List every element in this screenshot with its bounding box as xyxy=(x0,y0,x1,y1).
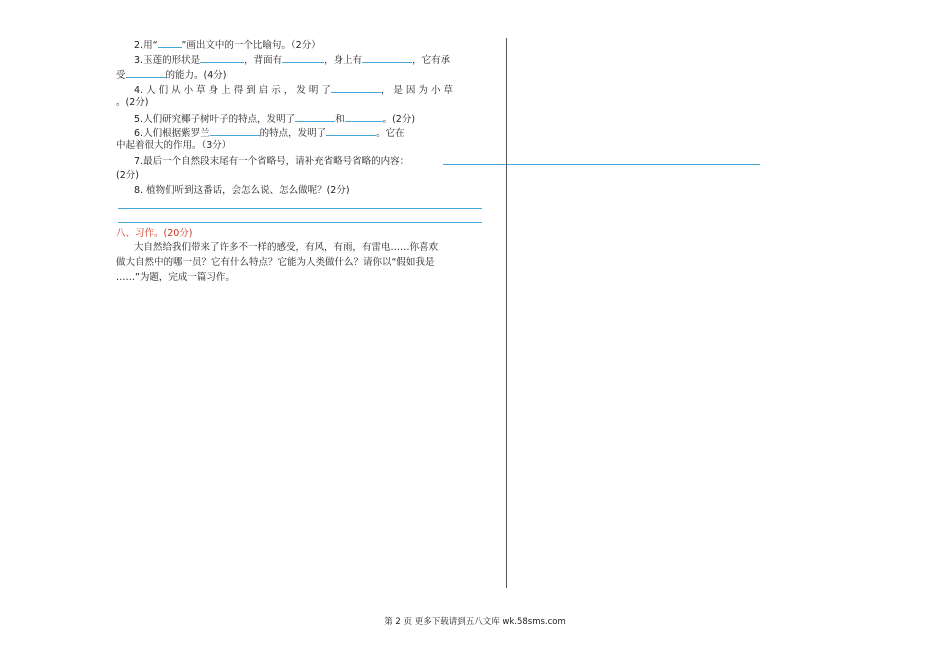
section-8-title: 八、习作。(20分) xyxy=(116,228,193,239)
q3-text-a: 3.玉莲的形状是 xyxy=(134,55,201,66)
q5-text-a: 5.人们研究椰子树叶子的特点，发明了 xyxy=(134,114,296,125)
page-footer: 第 2 页 更多下载请到五八文库 wk.58sms.com xyxy=(384,617,566,627)
q6-text-a: 6.人们根据紫罗兰 xyxy=(134,128,210,139)
question-6-cont xyxy=(116,139,231,152)
q4-text-c: 。(2分) xyxy=(116,97,149,108)
q6-text-d: 中起着很大的作用。（3分） xyxy=(116,140,232,151)
q4-text-b: ， 是 因 为 小 草 xyxy=(380,85,453,96)
q3-text-e: 受 xyxy=(116,70,126,81)
q2-text-a: 2.用“ xyxy=(134,40,158,51)
q5-blank-2[interactable] xyxy=(345,111,383,122)
question-8 xyxy=(134,184,350,197)
q2-text-b: ”画出文中的一个比喻句。（2分） xyxy=(181,40,321,51)
q5-blank-1[interactable] xyxy=(295,111,335,122)
section-8-paragraph-line-3: ……”为题，完成一篇习作。 xyxy=(116,272,235,283)
column-divider xyxy=(506,38,507,588)
section-8-paragraph-line-2: 做大自然中的哪一员？它有什么特点？它能为人类做什么？请你以“假如我是 xyxy=(116,257,435,268)
q3-blank-shape[interactable] xyxy=(200,52,244,63)
q3-text-b: ，背面有 xyxy=(244,55,283,66)
q2-blank[interactable] xyxy=(158,37,182,48)
q7-text-a: 7.最后一个自然段末尾有一个省略号，请补充省略号省略的内容： xyxy=(134,156,410,167)
q7-text-b: (2分) xyxy=(116,170,139,181)
question-2 xyxy=(134,37,321,52)
q3-blank-body[interactable] xyxy=(362,52,412,63)
q4-blank-invention[interactable] xyxy=(331,82,381,93)
q3-blank-back[interactable] xyxy=(282,52,324,63)
q8-text-a: 8. 植物们听到这番话，会怎么说、怎么做呢？(2分) xyxy=(134,185,350,196)
question-3-cont xyxy=(116,67,226,82)
q6-text-b: 的特点，发明了 xyxy=(259,128,327,139)
question-5 xyxy=(134,111,415,126)
question-4-cont xyxy=(116,96,148,109)
q3-blank-ability[interactable] xyxy=(126,67,166,78)
q8-answer-line-1[interactable] xyxy=(118,208,482,209)
question-3 xyxy=(134,52,450,67)
q5-text-b: 和 xyxy=(335,114,345,125)
q5-text-c: 。(2分) xyxy=(382,114,416,125)
section-8-paragraph-line-1: 大自然给我们带来了许多不一样的感受，有风，有雨，有雷电……你喜欢 xyxy=(134,242,439,253)
q6-blank-invention[interactable] xyxy=(326,125,376,136)
q8-answer-line-2[interactable] xyxy=(118,222,482,223)
question-4 xyxy=(134,82,453,97)
question-7 xyxy=(134,155,409,168)
q3-text-c: ，身上有 xyxy=(324,55,363,66)
q3-text-d: ，它有承 xyxy=(412,55,451,66)
question-6 xyxy=(134,125,405,140)
q4-text-a: 4. 人 们 从 小 草 身 上 得 到 启 示 ， 发 明 了 xyxy=(134,85,331,96)
q6-text-c: 。它在 xyxy=(376,128,405,139)
question-7-cont xyxy=(116,169,139,182)
q6-blank-feature[interactable] xyxy=(210,125,260,136)
q7-answer-line[interactable] xyxy=(443,164,760,165)
q3-text-f: 的能力。(4分) xyxy=(165,70,227,81)
